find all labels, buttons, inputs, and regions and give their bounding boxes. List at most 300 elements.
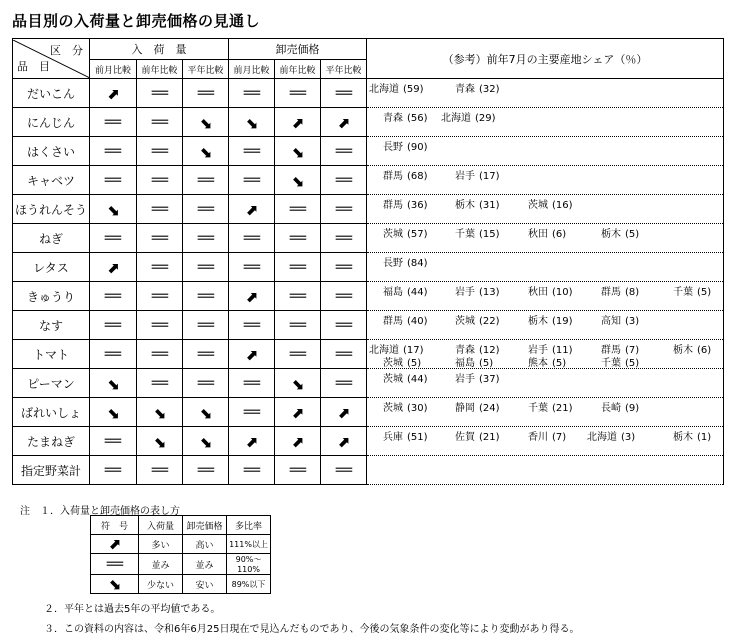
note-2: ２．平年とは過去5年の平均値である。 xyxy=(44,604,221,615)
equal-icon: ＝ xyxy=(240,405,263,421)
share-percent: (5) xyxy=(625,229,640,240)
arrival-header: 入 荷 量 xyxy=(90,39,229,60)
equal-icon: ＝ xyxy=(240,463,263,479)
equal-icon: ＝ xyxy=(286,318,309,334)
legend-table xyxy=(90,515,271,594)
share-line xyxy=(367,398,723,414)
trend-cell xyxy=(90,224,137,253)
arrow-down-right-icon: ⬊ xyxy=(106,374,120,393)
share-entry xyxy=(383,370,428,385)
equal-icon: ＝ xyxy=(332,318,355,334)
share-entry xyxy=(455,225,500,240)
share-line xyxy=(367,166,723,182)
prefecture: 茨城 xyxy=(383,403,404,414)
share-entry xyxy=(455,283,500,298)
share-percent: (8) xyxy=(625,287,640,298)
prefecture: 茨城 xyxy=(528,200,549,211)
share-percent: (19) xyxy=(552,316,573,327)
prefecture: 岩手 xyxy=(455,171,476,182)
trend-cell xyxy=(90,398,137,427)
trend-cell xyxy=(229,340,275,369)
trend-cell xyxy=(321,282,367,311)
prefecture: 栃木 xyxy=(673,432,694,443)
share-entry xyxy=(601,225,639,240)
trend-cell xyxy=(321,108,367,137)
trend-cell xyxy=(90,195,137,224)
trend-cell xyxy=(183,282,229,311)
trend-cell xyxy=(229,108,275,137)
equal-icon: ＝ xyxy=(286,202,309,218)
equal-icon: ＝ xyxy=(332,376,355,392)
share-percent: (5) xyxy=(479,358,494,369)
table-row xyxy=(13,79,724,108)
prefecture: 長崎 xyxy=(601,403,622,414)
item-name: キャベツ xyxy=(13,166,90,195)
arrow-up-right-icon: ⬈ xyxy=(245,287,258,306)
trend-cell xyxy=(229,311,275,340)
share-cell xyxy=(367,195,724,224)
share-line xyxy=(367,195,723,211)
trend-cell xyxy=(137,224,183,253)
trend-cell xyxy=(321,137,367,166)
table-row xyxy=(13,137,724,166)
equal-icon: ＝ xyxy=(332,144,355,160)
prefecture: 青森 xyxy=(455,345,476,356)
share-entry xyxy=(383,225,428,240)
trend-cell xyxy=(229,195,275,224)
equal-icon: ＝ xyxy=(101,231,125,247)
equal-icon: ＝ xyxy=(101,144,125,160)
share-percent: (29) xyxy=(475,113,496,124)
arrow-up-right-icon: ⬈ xyxy=(291,432,304,451)
legend-header-cell: 卸売価格 xyxy=(183,516,227,535)
arrow-up-right-icon: ⬈ xyxy=(106,258,120,277)
prefecture: 秋田 xyxy=(528,287,549,298)
equal-icon: ＝ xyxy=(148,289,171,305)
trend-cell xyxy=(137,137,183,166)
share-entry xyxy=(601,283,639,298)
price-header: 卸売価格 xyxy=(229,39,367,60)
item-name: レタス xyxy=(13,253,90,282)
equal-icon: ＝ xyxy=(101,318,125,334)
share-cell xyxy=(367,456,724,485)
table-row xyxy=(13,224,724,253)
share-percent: (5) xyxy=(407,358,422,369)
equal-icon: ＝ xyxy=(240,376,263,392)
equal-icon: ＝ xyxy=(148,86,171,102)
arrow-down-right-icon: ⬊ xyxy=(106,200,120,219)
trend-cell xyxy=(183,340,229,369)
share-entry xyxy=(383,254,428,269)
trend-cell xyxy=(275,456,321,485)
prefecture: 栃木 xyxy=(673,345,694,356)
legend-price: 安い xyxy=(183,575,227,594)
arrow-up-right-icon: ⬈ xyxy=(291,113,304,132)
trend-cell xyxy=(137,253,183,282)
forecast-table xyxy=(12,38,724,485)
equal-icon: ＝ xyxy=(240,260,263,276)
sub-header: 前年比較 xyxy=(275,60,321,79)
share-entry xyxy=(528,312,573,327)
share-entry xyxy=(455,167,500,182)
share-entry xyxy=(383,312,428,327)
equal-icon: ＝ xyxy=(101,289,125,305)
share-entry xyxy=(455,312,500,327)
share-percent: (44) xyxy=(407,287,428,298)
arrow-up-right-icon: ⬈ xyxy=(291,403,304,422)
arrow-up-right-icon: ⬈ xyxy=(337,113,350,132)
share-cell xyxy=(367,253,724,282)
trend-cell xyxy=(229,166,275,195)
prefecture: 福島 xyxy=(455,358,476,369)
equal-icon: ＝ xyxy=(240,318,263,334)
table-row xyxy=(13,195,724,224)
item-name: ねぎ xyxy=(13,224,90,253)
sub-header: 前月比較 xyxy=(229,60,275,79)
equal-icon: ＝ xyxy=(194,202,217,218)
trend-cell xyxy=(321,253,367,282)
equal-icon: ＝ xyxy=(101,434,125,450)
share-percent: (10) xyxy=(552,287,573,298)
sub-header: 前月比較 xyxy=(90,60,137,79)
trend-cell xyxy=(321,224,367,253)
trend-cell xyxy=(90,166,137,195)
arrow-down-right-icon: ⬊ xyxy=(153,403,166,422)
prefecture: 高知 xyxy=(601,316,622,327)
table-row xyxy=(13,369,724,398)
trend-cell xyxy=(321,369,367,398)
share-percent: (16) xyxy=(552,200,573,211)
share-cell xyxy=(367,369,724,398)
trend-cell xyxy=(183,369,229,398)
item-name: ばれいしょ xyxy=(13,398,90,427)
trend-cell xyxy=(321,311,367,340)
share-entry xyxy=(383,428,428,443)
trend-cell xyxy=(229,398,275,427)
trend-cell xyxy=(229,282,275,311)
equal-icon: ＝ xyxy=(194,318,217,334)
page-title: 品目別の入荷量と卸売価格の見通し xyxy=(12,12,261,30)
share-cell xyxy=(367,137,724,166)
trend-cell xyxy=(321,195,367,224)
prefecture: 千葉 xyxy=(673,287,694,298)
share-entry xyxy=(528,354,566,369)
share-percent: (7) xyxy=(625,345,640,356)
legend-header-cell: 多比率 xyxy=(227,516,271,535)
equal-icon: ＝ xyxy=(240,86,263,102)
share-entry xyxy=(673,283,711,298)
trend-cell xyxy=(137,195,183,224)
share-percent: (40) xyxy=(407,316,428,327)
equal-icon: ＝ xyxy=(194,347,217,363)
trend-cell xyxy=(183,311,229,340)
share-entry xyxy=(528,196,573,211)
item-name: だいこん xyxy=(13,79,90,108)
trend-cell xyxy=(275,108,321,137)
prefecture: 群馬 xyxy=(383,200,404,211)
trend-cell xyxy=(275,340,321,369)
prefecture: 茨城 xyxy=(455,316,476,327)
item-name: ピーマン xyxy=(13,369,90,398)
share-percent: (3) xyxy=(625,316,640,327)
equal-icon: ＝ xyxy=(194,173,217,189)
share-percent: (84) xyxy=(407,258,428,269)
share-percent: (7) xyxy=(552,432,567,443)
share-percent: (24) xyxy=(479,403,500,414)
prefecture: 茨城 xyxy=(383,229,404,240)
share-entry xyxy=(528,225,566,240)
trend-cell xyxy=(229,427,275,456)
share-entry xyxy=(601,399,639,414)
trend-cell xyxy=(90,79,137,108)
legend-mark-cell xyxy=(91,575,139,594)
share-cell xyxy=(367,108,724,137)
legend-ratio: 89%以下 xyxy=(227,575,271,594)
legend-arrival: 多い xyxy=(139,535,183,554)
share-entry xyxy=(455,354,493,369)
arrow-down-right-icon: ⬊ xyxy=(199,113,212,132)
legend-row xyxy=(91,575,271,594)
trend-cell xyxy=(183,253,229,282)
arrow-down-right-icon: ⬊ xyxy=(199,142,212,161)
prefecture: 栃木 xyxy=(601,229,622,240)
legend-mark-cell xyxy=(91,535,139,554)
equal-icon: ＝ xyxy=(332,231,355,247)
trend-cell xyxy=(90,108,137,137)
equal-icon: ＝ xyxy=(286,347,309,363)
share-percent: (57) xyxy=(407,229,428,240)
equal-icon: ＝ xyxy=(286,86,309,102)
equal-icon: ＝ xyxy=(148,318,171,334)
prefecture: 茨城 xyxy=(383,358,404,369)
trend-cell xyxy=(90,340,137,369)
arrow-down-right-icon: ⬊ xyxy=(199,403,212,422)
legend-mark-cell xyxy=(91,554,139,575)
share-percent: (21) xyxy=(479,432,500,443)
item-name: きゅうり xyxy=(13,282,90,311)
share-percent: (6) xyxy=(552,229,567,240)
equal-icon: ＝ xyxy=(194,231,217,247)
trend-cell xyxy=(90,311,137,340)
trend-cell xyxy=(90,427,137,456)
share-percent: (51) xyxy=(407,432,428,443)
table-row xyxy=(13,282,724,311)
share-percent: (5) xyxy=(625,358,640,369)
trend-cell xyxy=(137,427,183,456)
share-line xyxy=(367,137,723,153)
trend-cell xyxy=(321,398,367,427)
prefecture: 岩手 xyxy=(455,287,476,298)
trend-cell xyxy=(275,311,321,340)
trend-cell xyxy=(275,137,321,166)
item-name: トマト xyxy=(13,340,90,369)
trend-cell xyxy=(137,340,183,369)
trend-cell xyxy=(183,79,229,108)
trend-cell xyxy=(275,195,321,224)
trend-cell xyxy=(229,456,275,485)
prefecture: 群馬 xyxy=(601,345,622,356)
share-entry xyxy=(383,138,428,153)
share-entry xyxy=(601,354,639,369)
share-percent: (22) xyxy=(479,316,500,327)
trend-cell xyxy=(183,427,229,456)
prefecture: 静岡 xyxy=(455,403,476,414)
item-name: にんじん xyxy=(13,108,90,137)
prefecture: 香川 xyxy=(528,432,549,443)
share-percent: (11) xyxy=(552,345,573,356)
share-percent: (32) xyxy=(479,84,500,95)
equal-icon: ＝ xyxy=(148,115,171,131)
equal-icon: ＝ xyxy=(332,86,355,102)
equal-icon: ＝ xyxy=(332,347,355,363)
trend-cell xyxy=(90,282,137,311)
equal-icon: ＝ xyxy=(240,173,263,189)
trend-cell xyxy=(183,195,229,224)
table-row xyxy=(13,340,724,369)
equal-icon: ＝ xyxy=(148,231,171,247)
arrow-up-right-icon: ⬈ xyxy=(337,403,350,422)
prefecture: 千葉 xyxy=(528,403,549,414)
trend-cell xyxy=(229,253,275,282)
sub-header: 平年比較 xyxy=(321,60,367,79)
share-percent: (59) xyxy=(403,84,424,95)
trend-cell xyxy=(137,369,183,398)
trend-cell xyxy=(137,166,183,195)
share-entry xyxy=(601,312,639,327)
prefecture: 岩手 xyxy=(528,345,549,356)
trend-cell xyxy=(275,166,321,195)
equal-icon: ＝ xyxy=(103,557,126,573)
prefecture: 群馬 xyxy=(383,316,404,327)
equal-icon: ＝ xyxy=(101,115,125,131)
trend-cell xyxy=(183,137,229,166)
share-entry xyxy=(383,354,421,369)
prefecture: 群馬 xyxy=(601,287,622,298)
prefecture: 長野 xyxy=(383,258,404,269)
trend-cell xyxy=(275,224,321,253)
trend-cell xyxy=(137,108,183,137)
sub-header: 前年比較 xyxy=(137,60,183,79)
prefecture: 北海道 xyxy=(369,345,400,356)
equal-icon: ＝ xyxy=(101,463,125,479)
share-percent: (30) xyxy=(407,403,428,414)
share-entry xyxy=(455,80,500,95)
equal-icon: ＝ xyxy=(148,144,171,160)
share-cell xyxy=(367,282,724,311)
equal-icon: ＝ xyxy=(148,376,171,392)
trend-cell xyxy=(90,456,137,485)
arrow-up-right-icon: ⬈ xyxy=(245,432,258,451)
share-line xyxy=(367,311,723,327)
trend-cell xyxy=(275,369,321,398)
legend-price: 並み xyxy=(183,554,227,575)
trend-cell xyxy=(183,166,229,195)
item-name: ほうれんそう xyxy=(13,195,90,224)
share-percent: (3) xyxy=(621,432,636,443)
share-percent: (90) xyxy=(407,142,428,153)
trend-cell xyxy=(90,369,137,398)
trend-cell xyxy=(321,79,367,108)
arrow-up-right-icon: ⬈ xyxy=(337,432,350,451)
trend-cell xyxy=(321,340,367,369)
equal-icon: ＝ xyxy=(332,173,355,189)
equal-icon: ＝ xyxy=(286,231,309,247)
trend-cell xyxy=(183,456,229,485)
share-cell xyxy=(367,427,724,456)
legend-ratio: 111%以上 xyxy=(227,535,271,554)
prefecture: 栃木 xyxy=(528,316,549,327)
prefecture: 北海道 xyxy=(441,113,472,124)
share-line xyxy=(367,340,723,356)
share-percent: (68) xyxy=(407,171,428,182)
equal-icon: ＝ xyxy=(194,463,217,479)
prefecture: 秋田 xyxy=(528,229,549,240)
arrow-down-right-icon: ⬊ xyxy=(108,574,121,593)
equal-icon: ＝ xyxy=(286,289,309,305)
arrow-down-right-icon: ⬊ xyxy=(291,142,304,161)
share-percent: (12) xyxy=(479,345,500,356)
share-percent: (56) xyxy=(407,113,428,124)
legend-arrival: 並み xyxy=(139,554,183,575)
share-percent: (37) xyxy=(479,374,500,385)
equal-icon: ＝ xyxy=(332,202,355,218)
share-entry xyxy=(455,428,500,443)
prefecture: 青森 xyxy=(455,84,476,95)
table-row xyxy=(13,456,724,485)
table-row xyxy=(13,427,724,456)
prefecture: 茨城 xyxy=(383,374,404,385)
share-line xyxy=(367,108,723,124)
prefecture: 群馬 xyxy=(383,171,404,182)
trend-cell xyxy=(275,79,321,108)
trend-cell xyxy=(321,456,367,485)
arrow-down-right-icon: ⬊ xyxy=(291,374,304,393)
equal-icon: ＝ xyxy=(101,173,125,189)
share-percent: (13) xyxy=(479,287,500,298)
share-cell xyxy=(367,224,724,253)
sub-header: 平年比較 xyxy=(183,60,229,79)
kubun-label: 区 分 xyxy=(50,43,83,57)
share-percent: (44) xyxy=(407,374,428,385)
trend-cell xyxy=(229,137,275,166)
note-3: ３．この資料の内容は、令和6年6月25日現在で見込んだものであり、今後の気象条件の変化等により変動があり得る。 xyxy=(44,624,580,635)
share-line xyxy=(367,282,723,298)
legend-header-cell: 入荷量 xyxy=(139,516,183,535)
trend-cell xyxy=(183,224,229,253)
share-cell xyxy=(367,166,724,195)
equal-icon: ＝ xyxy=(194,289,217,305)
trend-cell xyxy=(229,369,275,398)
prefecture: 青森 xyxy=(383,113,404,124)
share-line xyxy=(367,224,723,240)
trend-cell xyxy=(275,427,321,456)
table-row xyxy=(13,253,724,282)
share-entry xyxy=(383,109,428,124)
share-entry xyxy=(383,167,428,182)
share-line xyxy=(367,369,723,385)
equal-icon: ＝ xyxy=(148,173,171,189)
table-row xyxy=(13,398,724,427)
share-entry xyxy=(455,196,500,211)
equal-icon: ＝ xyxy=(240,231,263,247)
share-entry xyxy=(528,428,566,443)
share-entry xyxy=(383,399,428,414)
share-line xyxy=(367,253,723,269)
table-row xyxy=(13,311,724,340)
share-cell xyxy=(367,398,724,427)
equal-icon: ＝ xyxy=(148,260,171,276)
share-percent: (15) xyxy=(479,229,500,240)
